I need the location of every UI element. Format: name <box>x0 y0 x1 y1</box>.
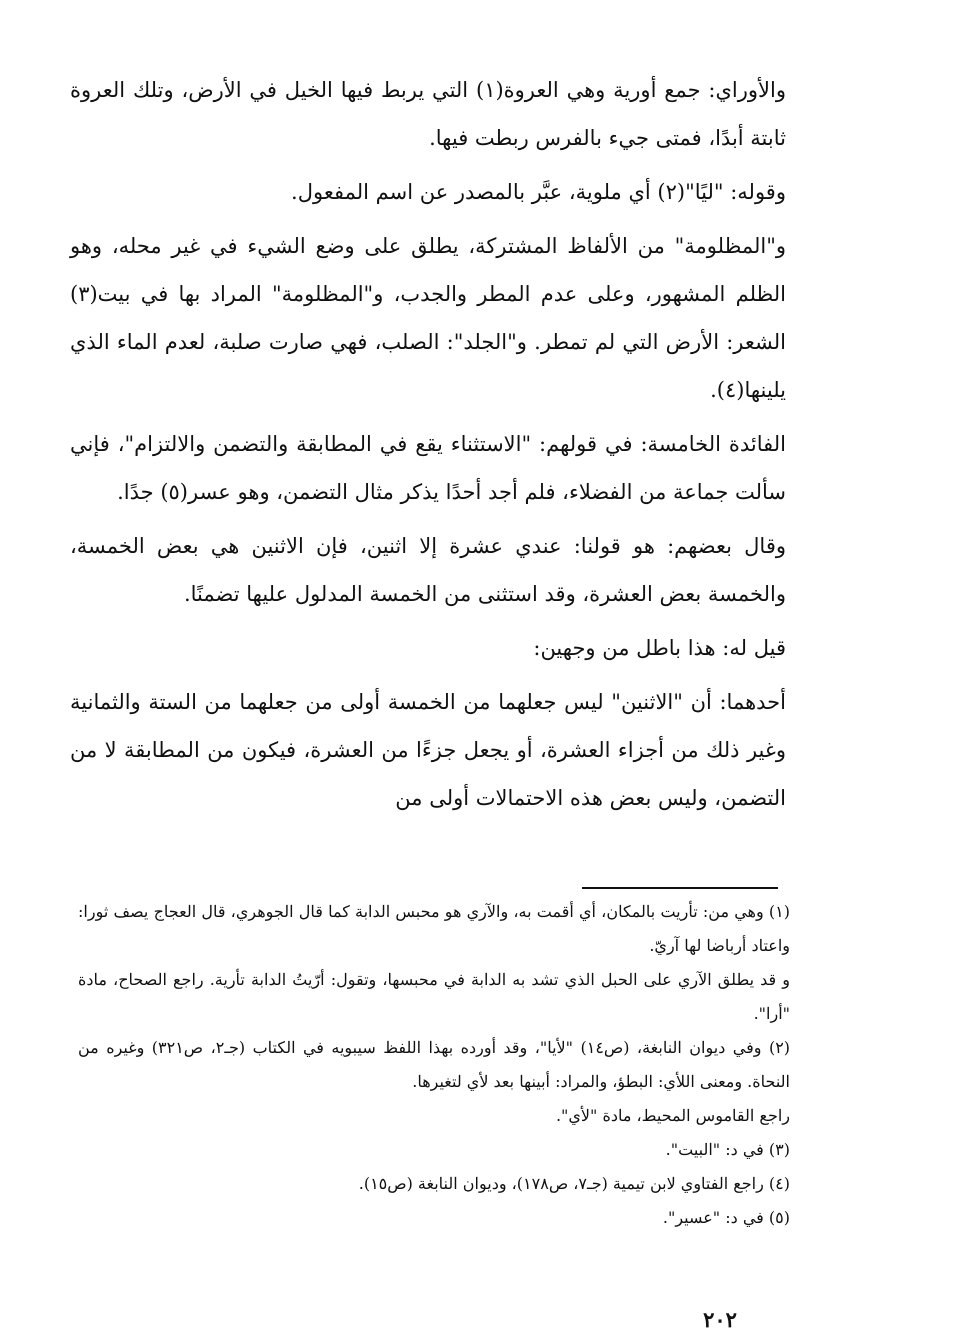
footnote-3: (٣) في د: "البيت". <box>665 1140 790 1159</box>
footnote-1-continued: و قد يطلق الآري على الحبل الذي تشد به الدابة في محبسها، وتقول: أرّيتُ الدابة تأرية. راجع الصحاح، مادة "أرا". <box>78 970 790 1023</box>
paragraph-reply: قيل له: هذا باطل من وجهين: <box>533 636 786 660</box>
footnote-2: (٢) وفي ديوان النابغة، (ص١٤) "لأيا"، وقد أورده بهذا اللفظ سيبويه في الكتاب (جـ٢، ص٣٢١) وغيره من النحاة. ومعنى اللأي: البطؤ، والمراد: أبينها بعد لأي لتغيرها. <box>78 1038 791 1091</box>
footnote-5: (٥) في د: "عسير". <box>662 1208 790 1227</box>
page-number: ٢٠٢ <box>703 1307 737 1332</box>
paragraph-fifth-benefit: الفائدة الخامسة: في قولهم: "الاستثناء يقع في المطابقة والتضمن والالتزام"، فإني سألت جماعة من الفضلاء، فلم أجد أحدًا يذكر مثال التضمن، وهو عسر(٥) جدًا. <box>70 432 786 504</box>
footnotes <box>78 895 790 1235</box>
paragraph-mazluma: و"المظلومة" من الألفاظ المشتركة، يطلق على وضع الشيء في غير محله، وهو الظلم المشهور، وعلى عدم المطر والجدب، و"المظلومة" المراد بها في بيت(٣) الشعر: الأرض التي لم تمطر. و"الجلد": الصلب، فهي صارت صلبة، لعدم الماء الذي يلينها(٤). <box>70 234 786 402</box>
paragraph-some-said: وقال بعضهم: هو قولنا: عندي عشرة إلا اثنين، فإن الاثنين هي بعض الخمسة، والخمسة بعض العشرة، وقد استثنى من الخمسة المدلول عليها تضمنًا. <box>70 534 786 606</box>
footnote-1: (١) وهي من: تأريت بالمكان، أي أقمت به، والآري هو محبس الدابة كما قال الجوهري، قال العجاج يصف ثورا: واعتاد أرباضا لها آريّ. <box>78 902 790 955</box>
footnote-4: (٤) راجع الفتاوي لابن تيمية (جـ٧، ص١٧٨)، وديوان النابغة (ص١٥). <box>358 1174 790 1193</box>
main-text <box>70 66 786 828</box>
footnote-separator <box>582 887 778 889</box>
paragraph-first-reason: أحدهما: أن "الاثنين" ليس جعلهما من الخمسة أولى من جعلهما من الستة والثمانية وغير ذلك من أجزاء العشرة، أو يجعل جزءًا من العشرة، فيكون من المطابقة لا من التضمن، وليس بعض هذه الاحتمالات أولى من <box>70 690 786 810</box>
paragraph-awrai: والأوراي: جمع أورية وهي العروة(١) التي يربط فيها الخيل في الأرض، وتلك العروة ثابتة أبدًا، فمتى جيء بالفرس ربطت فيها. <box>70 78 786 150</box>
paragraph-layyan: وقوله: "ليًا"(٢) أي ملوية، عبَّر بالمصدر عن اسم المفعول. <box>291 180 786 204</box>
footnote-2-continued: راجع القاموس المحيط، مادة "لأي". <box>555 1106 790 1125</box>
